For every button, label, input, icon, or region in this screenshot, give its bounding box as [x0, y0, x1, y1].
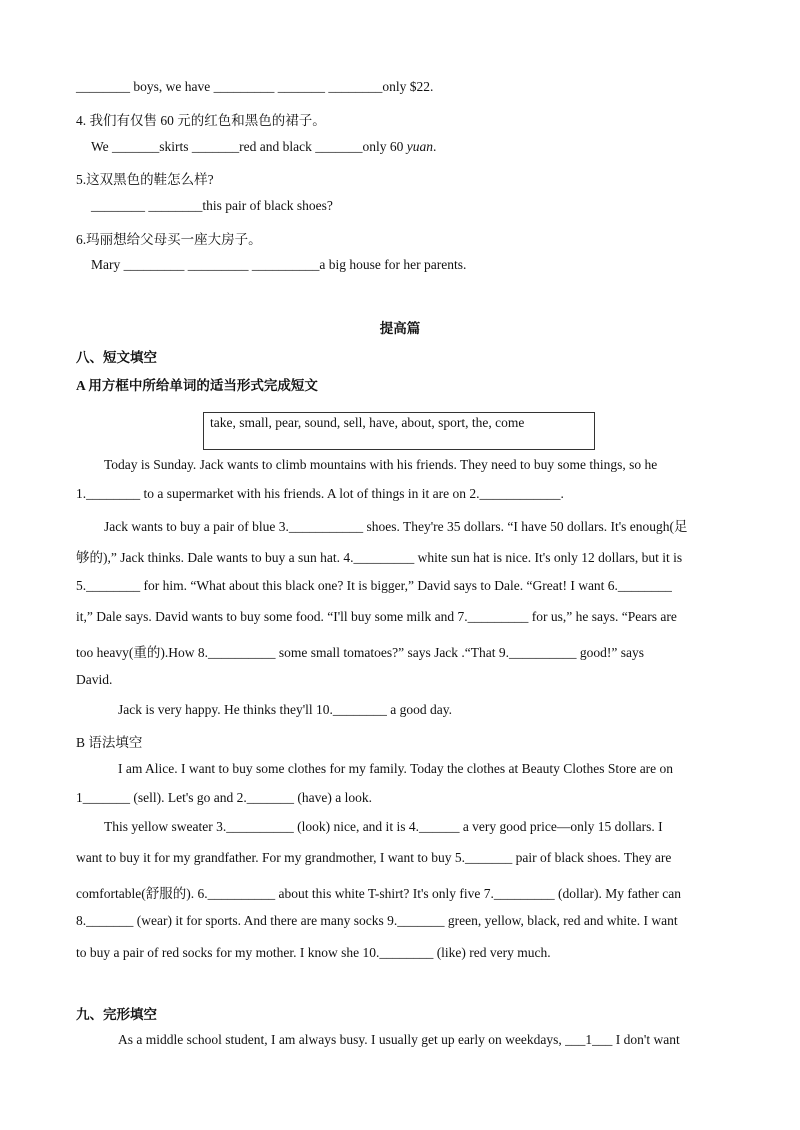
answer-line-6: Mary _________ _________ __________a big house for her parents.	[91, 257, 467, 272]
passage-b-line: I am Alice. I want to buy some clothes for my family. Today the clothes at Beauty Clothes Store are on	[118, 761, 674, 776]
passage-a-line: Today is Sunday. Jack wants to climb mountains with his friends. They need to buy some things, so he	[104, 457, 658, 472]
passage-b-line: 8._______ (wear) it for sports. And there are many socks 9._______ green, yellow, black, red and white. I want	[76, 913, 678, 928]
passage-a-line: Jack wants to buy a pair of blue 3.___________ shoes. They're 35 dollars. “I have 50 dollars. It's enough(足	[104, 519, 688, 534]
passage-a-line: too heavy(重的).How 8.__________ some small tomatoes?” says Jack .“That 9.__________ good!” says	[76, 645, 645, 660]
passage-a-line: 5.________ for him. “What about this black one? It is bigger,” David says to Dale. “Great! I want 6.________	[76, 578, 672, 593]
passage-a-line: 够的),” Jack thinks. Dale wants to buy a sun hat. 4._________ white sun hat is nice. It's only 12 dollars, but it is	[76, 550, 683, 565]
passage-a-line: 1.________ to a supermarket with his friends. A lot of things in it are on 2.____________.	[76, 486, 564, 501]
section-8-heading: 八、短文填空	[76, 350, 157, 365]
passage-b-line: to buy a pair of red socks for my mother. I know she 10.________ (like) red very much.	[76, 945, 551, 960]
passage-b-line: 1_______ (sell). Let's go and 2._______ (have) a look.	[76, 790, 372, 805]
blank-1: ___1___	[565, 1032, 613, 1047]
cloze-first-line: As a middle school student, I am always busy. I usually get up early on weekdays, ___1___ I don't want	[118, 1032, 680, 1047]
word-box-text: take, small, pear, sound, sell, have, about, sport, the, come	[210, 415, 525, 430]
word-box	[203, 412, 595, 450]
question-4: 4. 我们有仅售 60 元的红色和黑色的裙子。	[76, 113, 326, 128]
part-a-heading: A 用方框中所给单词的适当形式完成短文	[76, 378, 318, 393]
passage-b-line: comfortable(舒服的). 6.__________ about this white T-shirt? It's only five 7._________ (dollar). My father can	[76, 886, 681, 901]
answer-line-4: We _______skirts _______red and black _______only 60 yuan.	[91, 139, 437, 154]
italic-word: yuan	[406, 139, 433, 154]
passage-b-line: want to buy it for my grandfather. For my grandmother, I want to buy 5._______ pair of black shoes. They are	[76, 850, 672, 865]
section-title: 提高篇	[379, 321, 421, 336]
question-6: 6.玛丽想给父母买一座大房子。	[76, 232, 262, 247]
passage-a-line: Jack is very happy. He thinks they'll 10.________ a good day.	[118, 702, 452, 717]
answer-line-5: ________ ________this pair of black shoes?	[91, 198, 333, 213]
section-9-heading: 九、完形填空	[76, 1007, 157, 1022]
passage-a-line: David.	[76, 672, 113, 687]
passage-a-line: it,” Dale says. David wants to buy some food. “I'll buy some milk and 7._________ for us,” he says. “Pears are	[76, 609, 677, 624]
text-line: ________ boys, we have _________ _______ ________only $22.	[76, 79, 434, 94]
passage-b-line: This yellow sweater 3.__________ (look) nice, and it is 4.______ a very good price—only 15 dollars. I	[104, 819, 663, 834]
part-b-heading: B 语法填空	[76, 735, 143, 750]
question-5: 5.这双黑色的鞋怎么样?	[76, 172, 214, 187]
